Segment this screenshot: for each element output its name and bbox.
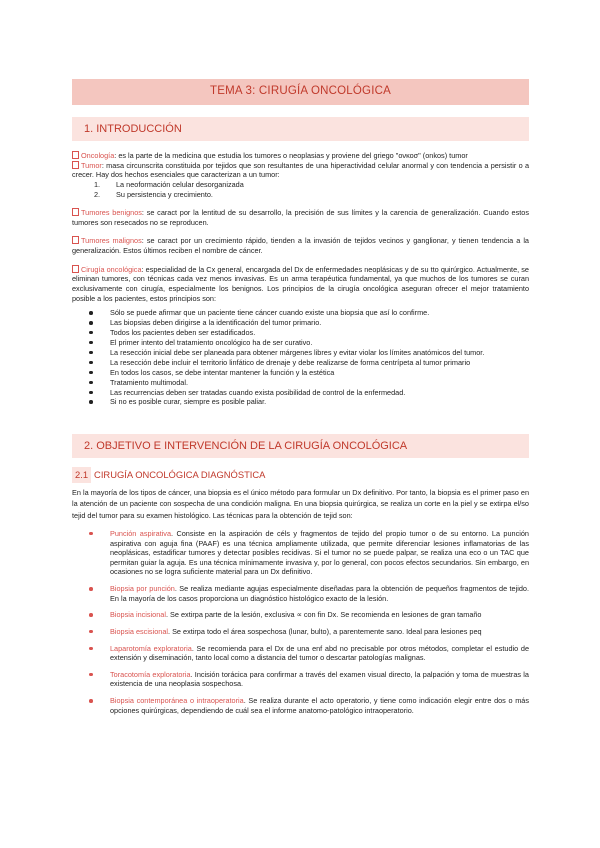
checkbox-icon: [72, 161, 79, 169]
list-item: [72, 190, 529, 200]
list-number: 1.: [94, 179, 101, 189]
list-item: [72, 627, 529, 637]
list-item: [72, 180, 529, 190]
list-item: [72, 696, 529, 715]
tecnica-term: Laparotomía exploratoria: [110, 643, 192, 653]
benignos-paragraph: [72, 208, 529, 227]
list-item: [72, 670, 529, 689]
list-item: Sólo se puede afirmar que un paciente tiene cáncer cuando existe una biopsia que así lo confirme.: [72, 308, 529, 318]
list-item: Tratamiento multimodal.: [72, 378, 529, 388]
benignos-text: : se caract por la lentitud de su desarrollo, la precisión de sus límites y la carencia de generalización. Cuando estos tumores son resecados no se reproducen.: [72, 208, 529, 227]
list-item: Las recurrencias deben ser tratadas cuando exista posibilidad de control de la enfermedad.: [72, 388, 529, 398]
tumor-term: Tumor: [81, 160, 102, 170]
tumor-text: : masa circunscrita constituida por tejidos que son resultantes de una hiperactividad celular anormal y con tendencia a persistir o a crecer. Hay dos hechos esenciales que caracterizan a un tumor:: [72, 160, 529, 180]
checkbox-icon: [72, 265, 79, 273]
subsection-title: CIRUGÍA ONCOLÓGICA DIAGNÓSTICA: [94, 469, 266, 480]
subsection-number: 2.1: [72, 467, 91, 483]
tecnica-text: . Incisión torácica para confirmar a través del examen visual directo, la palpación y toma de muestras la existencia de una neoplasia sospechosa.: [110, 669, 529, 689]
section-1-heading-bar: [72, 117, 529, 141]
oncologia-term: Oncología: [81, 151, 115, 160]
list-item: [72, 584, 529, 603]
list-item-text: Su persistencia y crecimiento.: [116, 189, 213, 199]
diagnostica-intro: En la mayoría de los tipos de cáncer, una biopsia es el único método para formular un Dx definitivo. Por tanto, la biopsia es el primer paso en la atención de un paciente con sospecha de una condición maligna. En una biopsia quirúrgica, se realiza un corte en la piel y se extirpa el/so tejid del tumor para su examen histológico. Las técnicas para la obtención de tejid son:: [72, 488, 529, 520]
malignos-paragraph: [72, 236, 529, 255]
tecnica-text: . Consiste en la aspiración de céls y fragmentos de tejido del propio tumor o de su entorno. La punción aspirativa con aguja fina (PAAF) es una técnica ampliamente utilizada, que permite diferenciar lesiones inflamatorias de las neoplásicas, estadificar tumores y detectar posibles recidivas. Si el tumor no se puede palpar, se realiza una eco o un TAC que permitan guiar la aguja. Es una técnica mínimamente invasiva y, por lo general, con pocos efectos secundarios. Sin embargo, en ocasiones no se logra suficiente material para un Dx definitivo.: [110, 528, 529, 577]
document-title: TEMA 3: CIRUGÍA ONCOLÓGICA: [210, 85, 391, 98]
tumor-points-list: [72, 180, 529, 199]
tecnica-term: Punción aspirativa: [110, 528, 172, 538]
tecnica-term: Biopsia contemporánea o intraoperatoria: [110, 696, 244, 706]
subsection-2-1-heading: [72, 467, 265, 483]
list-item: Si no es posible curar, siempre es posible paliar.: [72, 397, 529, 407]
tecnica-text: . Se extirpa todo el área sospechosa (lunar, bulto), a parentemente sano. Ideal para lesiones peq: [168, 626, 482, 636]
list-item: [72, 529, 529, 577]
list-item: Todos los pacientes deben ser estadificados.: [72, 328, 529, 338]
tecnica-term: Biopsia escisional: [110, 626, 169, 636]
list-item: El primer intento del tratamiento oncológico ha de ser curativo.: [72, 338, 529, 348]
malignos-text: : se caract por un crecimiento rápido, tienden a la invasión de tejidos vecinos y ganglionar, y tienen tendencia a la generalización. Estos últimos reciben el nombre de cáncer.: [72, 236, 529, 255]
tumor-paragraph: [72, 161, 529, 180]
checkbox-icon: [72, 236, 79, 244]
malignos-term: Tumores malignos: [81, 236, 142, 246]
section-1-heading: 1. INTRODUCCIÓN: [84, 122, 182, 135]
tecnica-text: . Se realiza durante el acto operatorio, y tiene como indicación elegir entre dos o más opciones quirúrgicas, dependiendo de cuál sea el informe anatomo-patológico intraoperatorio.: [110, 696, 529, 715]
list-item: La resección inicial debe ser planeada para obtener márgenes libres y evitar violar los límites anatómicos del tumor.: [72, 348, 529, 358]
section-2-heading-bar: [72, 434, 529, 458]
cirugia-text: : especialidad de la Cx general, encargada del Dx de enfermedades neoplásicas y de su tto quirúrgico. Actualmente, se eliminan tumores, con técnicas cada vez menos invasivas. Es un arma terapéutica fundamental, ya que muchos de los tumores se curan exclusivamente con cirugía, especialmente los benignos. Los principios de la cirugía oncológica aseguran ofrecer el mejor tratamiento posible a los pacientes, estos principios son:: [72, 264, 529, 303]
oncologia-text: : es la parte de la medicina que estudia los tumores o neoplasias y proviene del griego "ονκοσ" (onkos) tumor: [114, 151, 468, 160]
section-2-body: [72, 487, 529, 722]
tecnica-term: Biopsia incisional: [110, 610, 166, 620]
tecnicas-list: [72, 529, 529, 715]
cirugia-paragraph: [72, 265, 529, 304]
section-2-heading: 2. OBJETIVO E INTERVENCIÓN DE LA CIRUGÍA ONCOLÓGICA: [84, 439, 408, 452]
list-item: Las biopsias deben dirigirse a la identificación del tumor primario.: [72, 318, 529, 328]
oncologia-paragraph: [72, 151, 529, 161]
benignos-term: Tumores benignos: [81, 208, 142, 218]
tecnica-text: . Se realiza mediante agujas especialmente diseñadas para la obtención de pequeños fragmentos de tejido. En la mayoría de los casos proporciona un diagnóstico histológico exacto de la lesión.: [110, 584, 529, 603]
tecnica-text: . Se recomienda para el Dx de una enf abd no precisable por otros métodos, completar el estudio de extensión y diseminación, tanto local como a distancia del tumor o descartar patologías malignas.: [110, 643, 530, 663]
list-item: [72, 644, 529, 663]
tecnica-text: . Se extirpa parte de la lesión, exclusiva ∝ con fin Dx. Se recomienda en lesiones de gran tamaño: [165, 610, 482, 620]
checkbox-icon: [72, 208, 79, 216]
list-number: 2.: [94, 189, 101, 199]
tecnica-term: Toracotomía exploratoria: [110, 669, 191, 679]
principios-list: [72, 308, 529, 407]
list-item-text: La neoformación celular desorganizada: [116, 179, 244, 189]
list-item: La resección debe incluir el territorio linfático de drenaje y debe realizarse de forma centrípeta al tumor primario: [72, 358, 529, 368]
tecnica-term: Biopsia por punción: [110, 584, 175, 594]
checkbox-icon: [72, 151, 79, 159]
list-item: [72, 610, 529, 620]
list-item: En todos los casos, se debe intentar mantener la función y la estética: [72, 368, 529, 378]
cirugia-term: Cirugía oncológica: [81, 264, 142, 274]
document-title-bar: [72, 79, 529, 105]
section-1-body: [72, 151, 529, 407]
